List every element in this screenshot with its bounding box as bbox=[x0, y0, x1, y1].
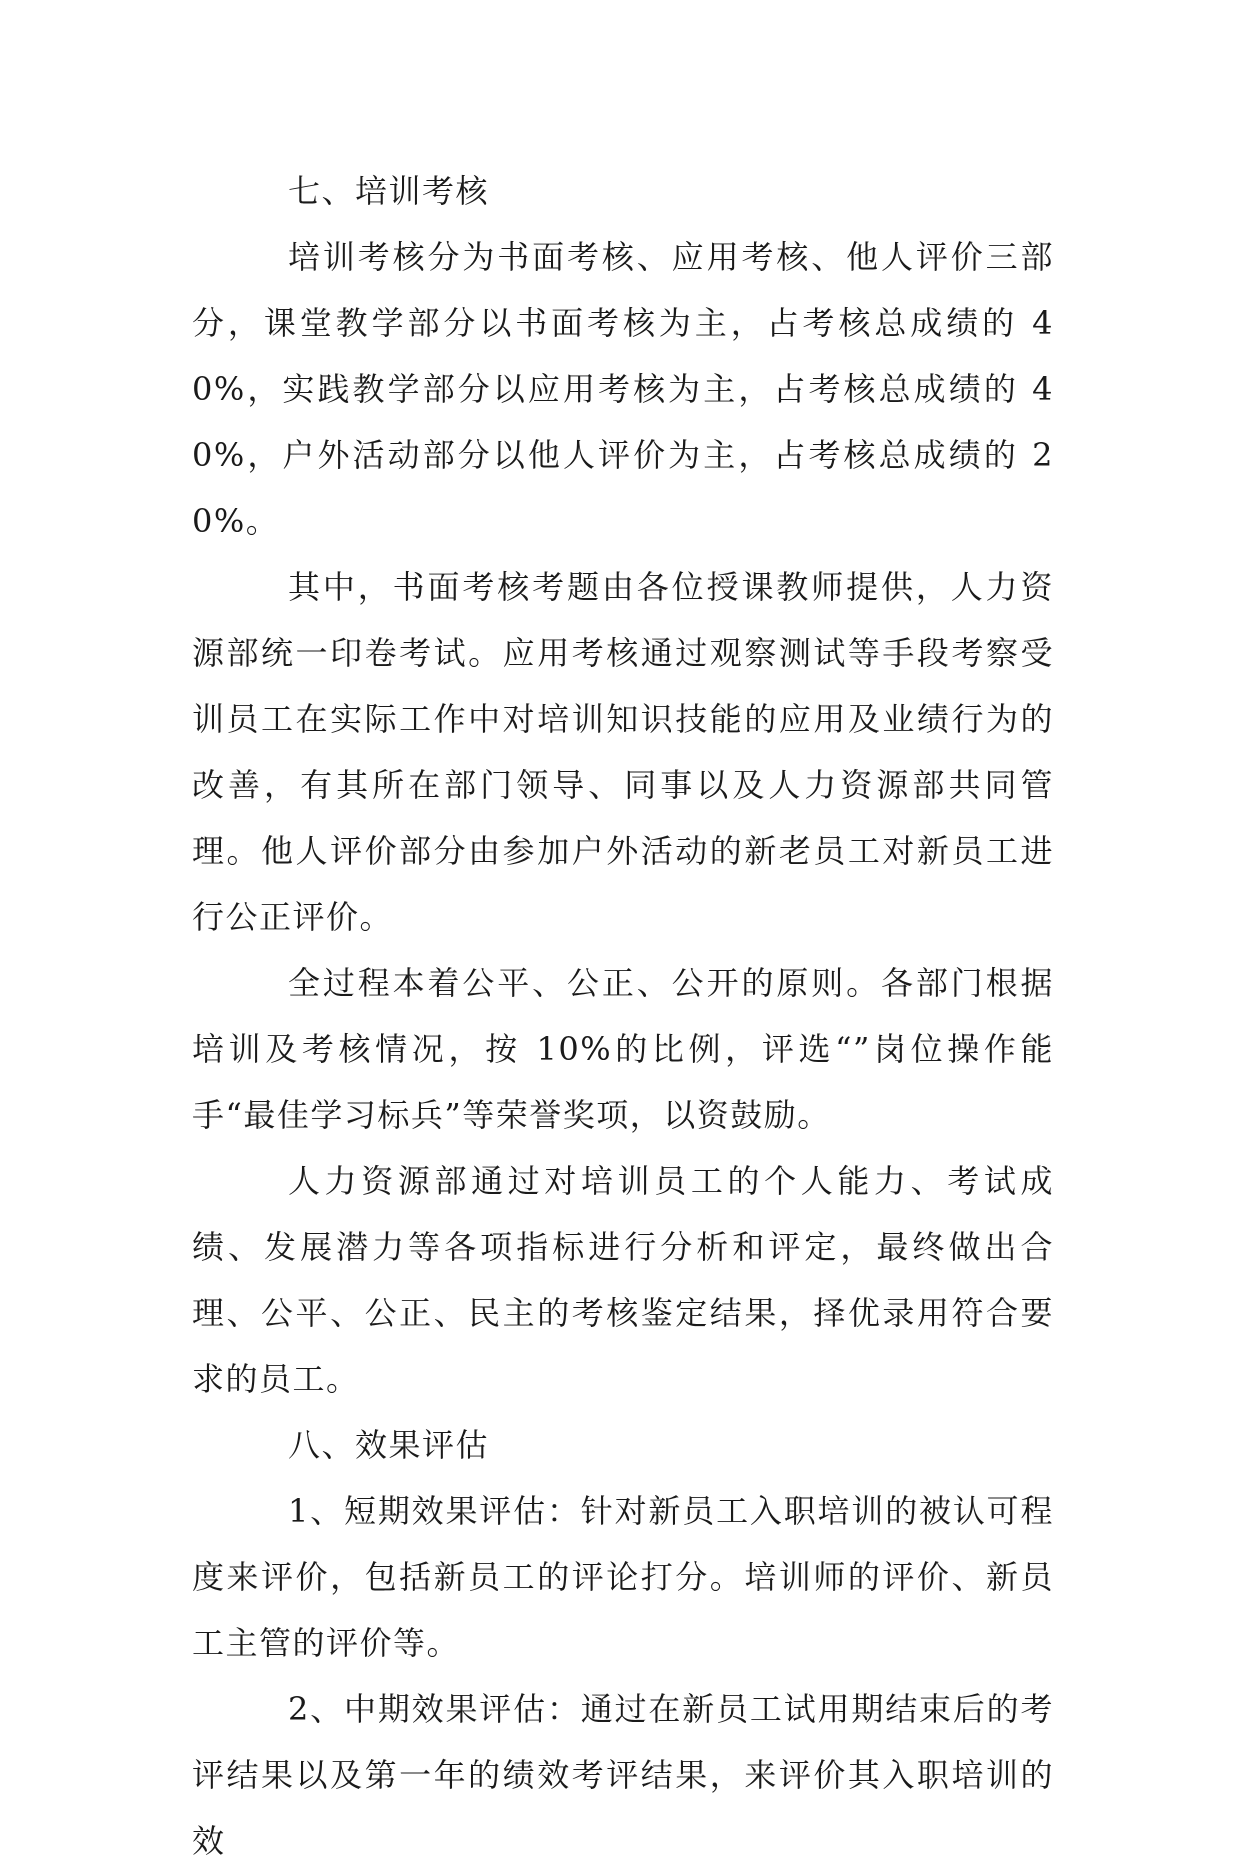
section-heading-effect-evaluation: 八、效果评估 bbox=[288, 1426, 490, 1464]
paragraph-mid-term-evaluation: 2、中期效果评估：通过在新员工试用期结束后的考评结果以及第一年的绩效考评结果，来评价其入职培训的效 bbox=[192, 1690, 1054, 1860]
paragraph-hr-evaluation: 人力资源部通过对培训员工的个人能力、考试成绩、发展潜力等各项指标进行分析和评定，最终做出合理、公平、公正、民主的考核鉴定结果，择优录用符合要求的员工。 bbox=[192, 1162, 1054, 1398]
paragraph-assessment-details: 其中，书面考核考题由各位授课教师提供，人力资源部统一印卷考试。应用考核通过观察测试等手段考察受训员工在实际工作中对培训知识技能的应用及业绩行为的改善，有其所在部门领导、同事以及人力资源部共同管理。他人评价部分由参加户外活动的新老员工对新员工进行公正评价。 bbox=[192, 568, 1054, 936]
paragraph-short-term-evaluation: 1、短期效果评估：针对新员工入职培训的被认可程度来评价，包括新员工的评论打分。培训师的评价、新员工主管的评价等。 bbox=[192, 1492, 1054, 1662]
document-body bbox=[192, 158, 1054, 1874]
paragraph-assessment-composition: 培训考核分为书面考核、应用考核、他人评价三部分，课堂教学部分以书面考核为主，占考核总成绩的 40%，实践教学部分以应用考核为主，占考核总成绩的 40%，户外活动部分以他人评价为主，占考核总成绩的 20%。 bbox=[192, 238, 1054, 540]
section-heading-training-assessment: 七、培训考核 bbox=[288, 172, 490, 210]
paragraph-fairness-awards: 全过程本着公平、公正、公开的原则。各部门根据培训及考核情况，按 10%的比例，评选“”岗位操作能手“最佳学习标兵”等荣誉奖项，以资鼓励。 bbox=[192, 964, 1054, 1134]
